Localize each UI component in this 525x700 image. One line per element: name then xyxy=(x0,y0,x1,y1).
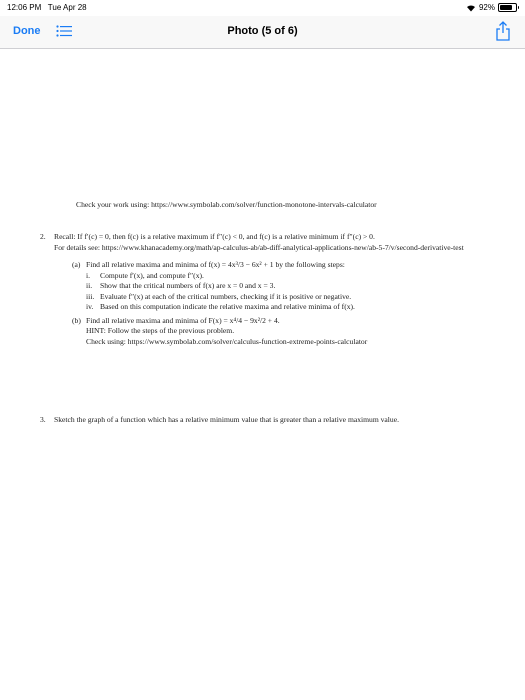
step-text: Show that the critical numbers of f(x) are x = 0 and x = 3. xyxy=(100,281,276,290)
status-time: 12:06 PM xyxy=(7,3,42,12)
page-title: Photo (5 of 6) xyxy=(227,25,298,37)
step-text: Evaluate f″(x) at each of the critical numbers, checking if it is positive or negative. xyxy=(100,291,352,301)
part-b xyxy=(72,316,506,348)
nav-bar xyxy=(0,16,525,49)
step-number: i. xyxy=(86,270,91,280)
step-item xyxy=(86,292,506,303)
battery-percent: 92% xyxy=(478,3,495,12)
step-item xyxy=(86,302,506,313)
status-date: Tue Apr 28 xyxy=(47,3,87,12)
status-time-date xyxy=(7,3,87,12)
step-number: iii. xyxy=(86,291,95,301)
q2-details-link: For details see: https://www.khanacademy.org/math/ap-calculus-ab/ab-diff-analytical-applications-new/ab-5-7/v/second-derivative-test xyxy=(54,242,464,252)
q2-recall-text: Recall: If f′(c) = 0, then f(c) is a relative maximum if f″(c) < 0, and f(c) is a relative minimum if f″(c) > 0. xyxy=(54,232,375,241)
part-b-check: Check using: https://www.symbolab.com/solver/calculus-function-extreme-points-calculator xyxy=(86,336,368,346)
part-a-steps xyxy=(86,271,506,313)
share-icon[interactable] xyxy=(495,21,511,41)
wifi-icon xyxy=(466,4,476,12)
step-text: Based on this computation indicate the relative maxima and relative minima of f(x). xyxy=(100,302,355,311)
part-label: (b) xyxy=(72,315,81,325)
battery-icon xyxy=(498,3,517,12)
part-a xyxy=(72,260,506,313)
status-right xyxy=(466,3,517,12)
part-b-hint: HINT: Follow the steps of the previous problem. xyxy=(86,326,235,335)
step-item xyxy=(86,281,506,292)
part-a-text: Find all relative maxima and minima of f(x) = 4x³/3 − 6x² + 1 by the following steps: xyxy=(86,260,345,269)
step-number: iv. xyxy=(86,302,94,311)
check-work-line: Check your work using: https://www.symbolab.com/solver/function-monotone-intervals-calculator xyxy=(76,200,377,209)
step-item xyxy=(86,271,506,282)
part-b-text: Find all relative maxima and minima of F(x) = x⁴/4 − 9x²/2 + 4. xyxy=(86,315,280,325)
step-number: ii. xyxy=(86,281,93,290)
question-number: 3. xyxy=(40,415,46,424)
question-2 xyxy=(40,232,506,347)
done-button[interactable]: Done xyxy=(13,25,41,37)
question-number: 2. xyxy=(40,232,46,241)
step-text: Compute f′(x), and compute f″(x). xyxy=(100,270,204,280)
question-3 xyxy=(40,415,506,426)
part-label: (a) xyxy=(72,260,81,269)
status-bar xyxy=(0,0,525,16)
q3-text: Sketch the graph of a function which has a relative minimum value that is greater than a relative maximum value. xyxy=(54,415,399,424)
